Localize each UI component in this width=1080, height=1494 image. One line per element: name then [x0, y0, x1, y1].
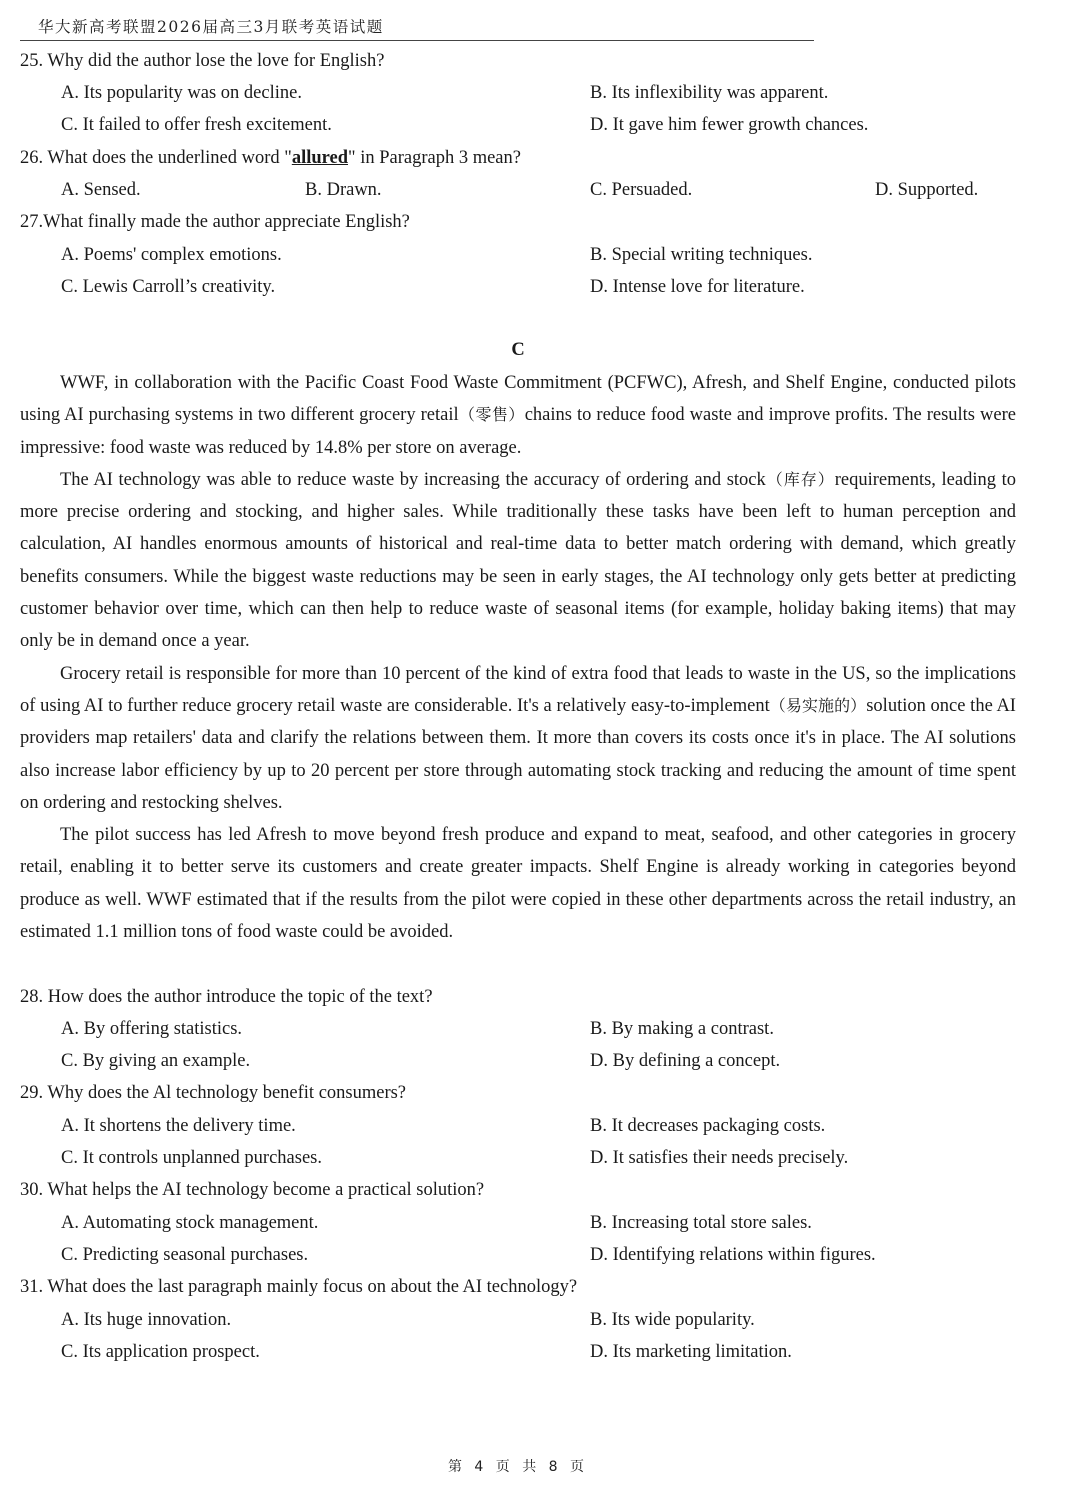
option-31-a: A. Its huge innovation. — [61, 1310, 232, 1330]
question-stem: What does the last paragraph mainly focus on about the AI technology? — [47, 1277, 578, 1297]
option-31-b: B. Its wide popularity. — [590, 1310, 755, 1330]
question-stem: Why does the Al technology benefit consumers? — [47, 1083, 407, 1103]
passage-paragraph-4 — [20, 819, 1016, 948]
reading-passage — [20, 367, 1016, 948]
question-number: 31. — [20, 1277, 44, 1297]
option-29-c: C. It controls unplanned purchases. — [61, 1148, 322, 1168]
question-stem: How does the author introduce the topic of the text? — [47, 987, 433, 1007]
option-29-d: D. It satisfies their needs precisely. — [590, 1148, 849, 1168]
chinese-gloss: （易实施的） — [769, 695, 867, 715]
option-25-d: D. It gave him fewer growth chances. — [590, 115, 869, 135]
option-26-c: C. Persuaded. — [590, 180, 693, 200]
question-number: 27. — [20, 212, 44, 232]
option-26-b: B. Drawn. — [305, 180, 382, 200]
passage-paragraph-2 — [20, 464, 1016, 658]
option-31-c: C. Its application prospect. — [61, 1342, 260, 1362]
option-28-a: A. By offering statistics. — [61, 1019, 243, 1039]
paragraph-text: Grocery retail is responsible for more than 10 percent of the kind of extra food that leads to waste in the US, so the implications of using AI to further reduce grocery retail waste are considerable. It's a relatively easy-to-implement — [20, 663, 1016, 716]
question-30 — [20, 1179, 484, 1201]
option-25-c: C. It failed to offer fresh excitement. — [61, 115, 332, 135]
option-27-d: D. Intense love for literature. — [590, 277, 805, 297]
page-number: 第 4 页 共 8 页 — [447, 1459, 589, 1475]
question-number: 28. — [20, 987, 44, 1007]
option-31-d: D. Its marketing limitation. — [590, 1342, 792, 1362]
option-27-a: A. Poems' complex emotions. — [61, 245, 282, 265]
option-29-b: B. It decreases packaging costs. — [590, 1116, 826, 1136]
passage-paragraph-3 — [20, 658, 1016, 819]
passage-paragraph-1 — [20, 367, 1016, 464]
option-27-b: B. Special writing techniques. — [590, 245, 813, 265]
paragraph-text: The AI technology was able to reduce waste by increasing the accuracy of ordering and stock — [60, 469, 766, 490]
paragraph-text: requirements, leading to more precise ordering and stocking, and higher sales. While traditionally these tasks have been left to human perception and calculation, AI handles enormous amounts of historical and real-time data to better match ordering with demand, which greatly benefits consumers. While the biggest waste reductions may be seen in early stages, the AI technology only gets better at predicting customer behavior over time, which can then help to reduce waste of seasonal items (for example, holiday baking items) that may only be in demand once a year. — [20, 469, 1016, 652]
paragraph-text: WWF, in collaboration with the Pacific Coast Food Waste Commitment (PCFWC), Afresh, and Shelf Engine, conducted pilots using AI purchasing systems in two different grocery retail — [20, 373, 1016, 426]
option-28-d: D. By defining a concept. — [590, 1051, 781, 1071]
option-30-a: A. Automating stock management. — [61, 1213, 319, 1233]
paragraph-text: The pilot success has led Afresh to move beyond fresh produce and expand to meat, seafood, and other categories in grocery retail, enabling it to better serve its customers and create greater impacts. Shelf Engine is already working in categories beyond produce as well. WWF estimated that if the results from the pilot were copied in these other departments across the retail industry, an estimated 1.1 million tons of food waste could be avoided. — [20, 825, 1016, 943]
question-31 — [20, 1276, 577, 1298]
option-28-c: C. By giving an example. — [61, 1051, 251, 1071]
paragraph-text: chains to reduce food waste and improve profits. The results were impressive: food waste was reduced by 14.8% per store on average. — [20, 405, 1016, 458]
question-27 — [20, 211, 410, 233]
option-27-c: C. Lewis Carroll’s creativity. — [61, 277, 276, 297]
question-number: 30. — [20, 1180, 44, 1200]
question-number: 26. — [20, 148, 44, 168]
option-28-b: B. By making a contrast. — [590, 1019, 774, 1039]
chinese-gloss: （库存） — [765, 469, 835, 489]
option-30-d: D. Identifying relations within figures. — [590, 1245, 876, 1265]
underlined-word: allured — [291, 148, 349, 168]
option-30-c: C. Predicting seasonal purchases. — [61, 1245, 309, 1265]
header-divider — [20, 40, 814, 41]
paragraph-text: solution once the AI providers map retailers' data and clarify the relations between them. It more than covers its costs once it's in place. The AI solutions also increase labor efficiency by up to 20 percent per store through automating stock tracking and reducing the amount of time spent on ordering and restocking shelves. — [20, 695, 1016, 813]
option-25-a: A. Its popularity was on decline. — [61, 83, 302, 103]
question-number: 29. — [20, 1083, 44, 1103]
question-25 — [20, 50, 384, 72]
question-stem-before: What does the underlined word " — [47, 148, 292, 168]
question-26 — [20, 147, 521, 169]
question-stem: Why did the author lose the love for English? — [47, 51, 385, 71]
exam-header-title: 华大新高考联盟2026届高三3月联考英语试题 — [38, 18, 384, 36]
option-25-b: B. Its inflexibility was apparent. — [590, 83, 829, 103]
question-28 — [20, 986, 433, 1008]
option-30-b: B. Increasing total store sales. — [590, 1213, 812, 1233]
question-stem: What helps the AI technology become a practical solution? — [47, 1180, 485, 1200]
question-number: 25. — [20, 51, 44, 71]
chinese-gloss: （零售） — [458, 405, 525, 425]
option-26-a: A. Sensed. — [61, 180, 141, 200]
option-26-d: D. Supported. — [875, 180, 979, 200]
question-29 — [20, 1082, 406, 1104]
section-heading: C — [511, 340, 525, 360]
question-stem-after: " in Paragraph 3 mean? — [348, 148, 521, 168]
question-stem: What finally made the author appreciate English? — [43, 212, 410, 232]
option-29-a: A. It shortens the delivery time. — [61, 1116, 296, 1136]
